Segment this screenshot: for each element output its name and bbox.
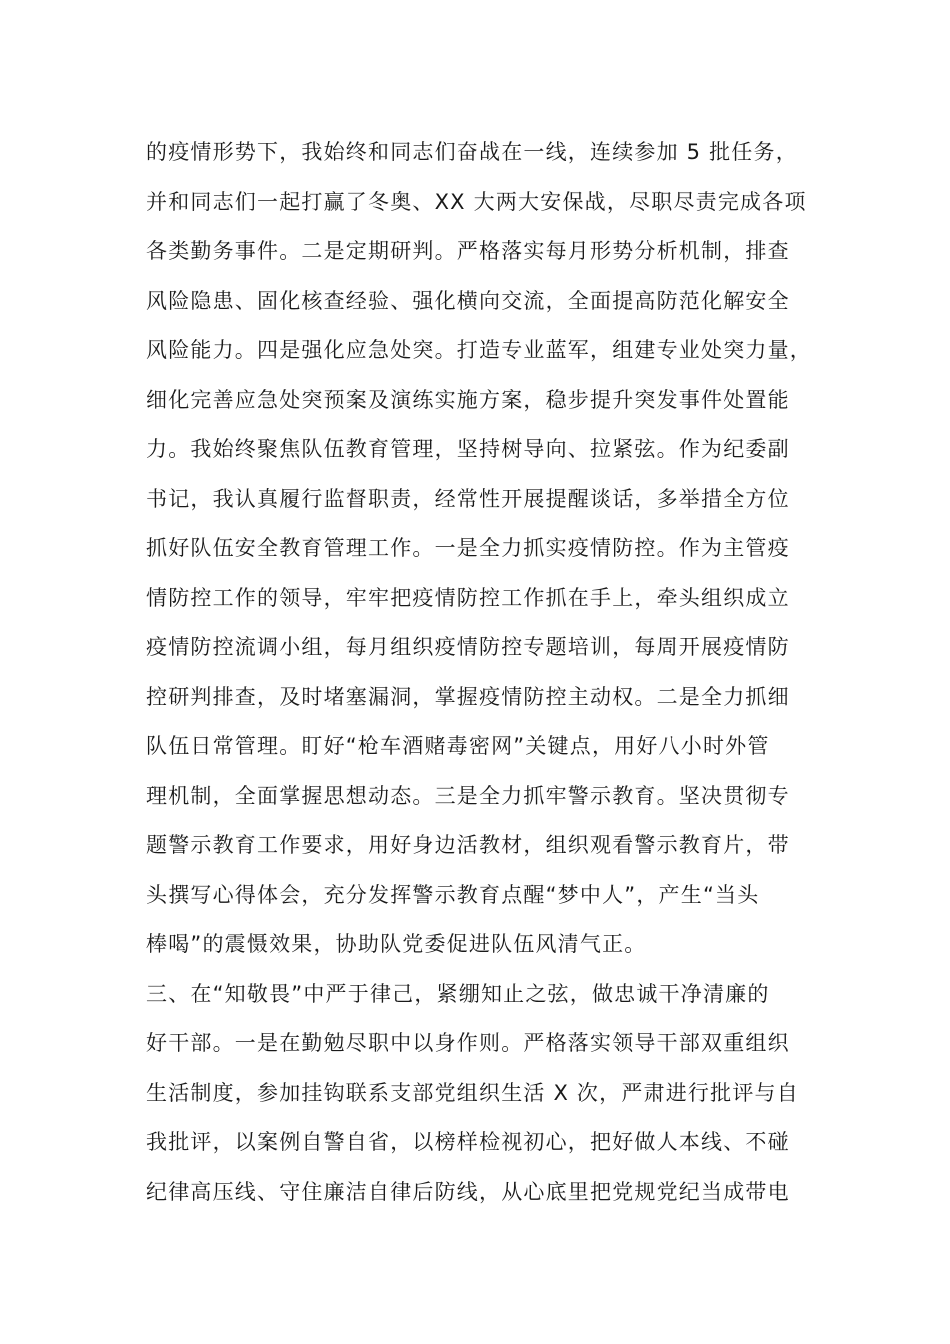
text-line: 好干部。一是在勤勉尽职中以身作则。严格落实领导干部双重组织 [146,1031,790,1055]
text-line: 控研判排查，及时堵塞漏洞，掌握疫情防控主动权。二是全力抓细 [146,684,790,709]
text-line: 书记，我认真履行监督职责，经常性开展提醒谈话，多举措全方位 [146,486,790,511]
text-line: 的疫情形势下，我始终和同志们奋战在一线，连续参加 5 批任务， [146,140,798,164]
text-line: 各类勤务事件。二是定期研判。严格落实每月形势分析机制，排查 [146,239,790,263]
text-line: 题警示教育工作要求，用好身边活教材，组织观看警示教育片，带 [146,833,790,857]
text-line: 棒喝”的震慑效果，协助队党委促进队伍风清气正。 [146,932,647,956]
text-line: 并和同志们一起打赢了冬奥、XX 大两大安保战，尽职尽责完成各项 [146,189,807,214]
text-line: 生活制度，参加挂钩联系支部党组织生活 X 次，严肃进行批评与自 [146,1080,799,1105]
text-line: 理机制，全面掌握思想动态。三是全力抓牢警示教育。坚决贯彻专 [146,783,790,808]
text-line: 细化完善应急处突预案及演练实施方案，稳步提升突发事件处置能 [146,387,790,412]
text-line: 力。我始终聚焦队伍教育管理，坚持树导向、拉紧弦。作为纪委副 [146,437,790,461]
text-line: 疫情防控流调小组，每月组织疫情防控专题培训，每周开展疫情防 [146,635,790,659]
section-heading-line: 三、在“知敬畏”中严于律己，紧绷知止之弦，做忠诚干净清廉的 [146,981,770,1006]
text-line: 风险隐患、固化核查经验、强化横向交流，全面提高防范化解安全 [146,288,790,313]
text-line: 队伍日常管理。盯好“枪车酒赌毒密网”关键点，用好八小时外管 [146,734,770,758]
text-line: 纪律高压线、守住廉洁自律后防线，从心底里把党规党纪当成带电 [146,1179,790,1204]
text-line: 抓好队伍安全教育管理工作。一是全力抓实疫情防控。作为主管疫 [146,536,790,560]
body-text [146,128,830,1217]
text-line: 头撰写心得体会，充分发挥警示教育点醒“梦中人”，产生“当头 [146,882,760,907]
text-line: 我批评，以案例自警自省，以榜样检视初心，把好做人本线、不碰 [146,1130,790,1154]
text-line: 风险能力。四是强化应急处突。打造专业蓝军，组建专业处突力量， [146,338,812,362]
text-line: 情防控工作的领导，牢牢把疫情防控工作抓在手上，牵头组织成立 [146,585,790,610]
